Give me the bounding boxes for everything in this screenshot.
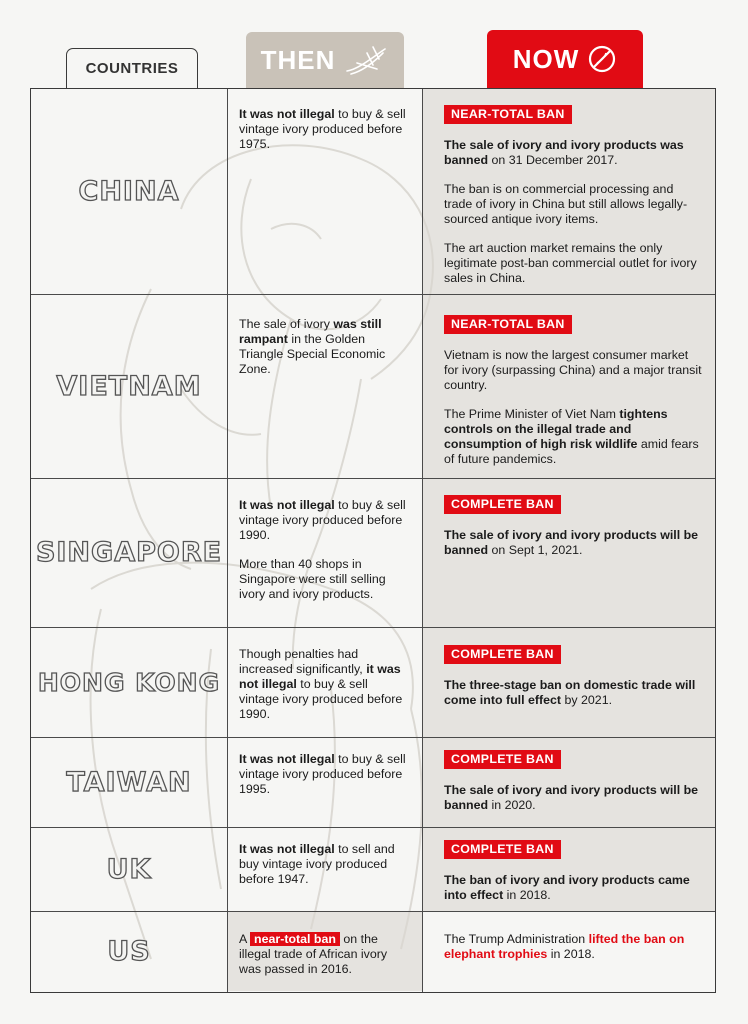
then-text: Though penalties had increased significantly, it was not illegal to buy & sell vintage ivory produced before 1990. bbox=[239, 647, 403, 721]
tab-then bbox=[246, 32, 404, 88]
then-cell bbox=[239, 498, 409, 602]
now-text: The ban of ivory and ivory products came into effect in 2018. bbox=[444, 873, 690, 902]
tab-now bbox=[487, 30, 643, 88]
tab-countries-label: COUNTRIES bbox=[85, 60, 179, 77]
then-cell bbox=[239, 107, 409, 152]
now-cell bbox=[444, 750, 704, 813]
tab-then-label: THEN bbox=[260, 44, 336, 75]
carved-tusks-icon bbox=[343, 43, 389, 77]
tab-countries bbox=[66, 48, 198, 88]
now-cell bbox=[444, 840, 704, 903]
then-cell bbox=[239, 752, 409, 797]
now-cell bbox=[444, 315, 704, 467]
now-cell bbox=[444, 105, 704, 286]
now-text: The art auction market remains the only legitimate post-ban commercial outlet for ivory sales in China. bbox=[444, 241, 697, 285]
then-text: It was not illegal to sell and buy vintage ivory produced before 1947. bbox=[239, 842, 395, 886]
ban-status-badge: COMPLETE BAN bbox=[444, 750, 561, 769]
now-text: The Trump Administration lifted the ban on elephant trophies in 2018. bbox=[444, 932, 685, 961]
now-text: The ban is on commercial processing and trade of ivory in China but still allows legally-sourced antique ivory items. bbox=[444, 182, 688, 226]
then-text: More than 40 shops in Singapore were still selling ivory and ivory products. bbox=[239, 557, 386, 601]
tab-now-label: NOW bbox=[512, 43, 580, 74]
ban-status-badge: COMPLETE BAN bbox=[444, 495, 561, 514]
then-text: A near-total ban on the illegal trade of African ivory was passed in 2016. bbox=[239, 932, 388, 976]
now-cell bbox=[444, 645, 704, 708]
country-name: HONG KONG bbox=[37, 667, 221, 697]
then-text: It was not illegal to buy & sell vintage ivory produced before 1995. bbox=[239, 752, 406, 796]
country-name: CHINA bbox=[78, 176, 180, 207]
ban-status-badge: COMPLETE BAN bbox=[444, 840, 561, 859]
now-cell bbox=[444, 495, 704, 558]
then-cell bbox=[239, 842, 409, 887]
then-text: The sale of ivory was still rampant in the Golden Triangle Special Economic Zone. bbox=[239, 317, 386, 376]
ban-tusk-icon bbox=[587, 44, 617, 74]
ban-status-badge: NEAR-TOTAL BAN bbox=[444, 105, 572, 124]
then-cell bbox=[239, 317, 409, 377]
country-name: SINGAPORE bbox=[35, 537, 223, 568]
ban-status-badge: COMPLETE BAN bbox=[444, 645, 561, 664]
table-row-us bbox=[31, 911, 714, 991]
table-row-uk bbox=[31, 827, 714, 911]
country-name: VIETNAM bbox=[56, 370, 202, 402]
now-text: The sale of ivory and ivory products was banned on 31 December 2017. bbox=[444, 138, 684, 167]
near-total-ban-highlight: near-total ban bbox=[250, 932, 340, 946]
now-text: The Prime Minister of Viet Nam tightens controls on the illegal trade and consumption of high risk wildlife amid fears of future pandemics. bbox=[444, 407, 699, 466]
then-cell bbox=[239, 932, 409, 977]
table-row-hong-kong bbox=[31, 627, 714, 737]
then-text: It was not illegal to buy & sell vintage ivory produced before 1975. bbox=[239, 107, 406, 151]
ban-status-badge: NEAR-TOTAL BAN bbox=[444, 315, 572, 334]
now-text: The sale of ivory and ivory products will be banned on Sept 1, 2021. bbox=[444, 528, 699, 557]
country-name: UK bbox=[106, 853, 152, 885]
table-row-taiwan bbox=[31, 737, 714, 827]
table-row-china bbox=[31, 89, 714, 294]
then-cell bbox=[239, 647, 409, 722]
now-text: The sale of ivory and ivory products will be banned in 2020. bbox=[444, 783, 699, 812]
now-text: The three-stage ban on domestic trade will come into full effect by 2021. bbox=[444, 678, 696, 707]
table-row-singapore bbox=[31, 478, 714, 627]
country-name: US bbox=[107, 935, 151, 967]
now-cell bbox=[444, 932, 704, 962]
now-text: Vietnam is now the largest consumer market for ivory (surpassing China) and a major transit country. bbox=[444, 348, 702, 392]
comparison-table bbox=[30, 88, 716, 993]
country-name: TAIWAN bbox=[66, 766, 192, 798]
table-row-vietnam bbox=[31, 294, 714, 478]
then-text: It was not illegal to buy & sell vintage ivory produced before 1990. bbox=[239, 498, 406, 542]
